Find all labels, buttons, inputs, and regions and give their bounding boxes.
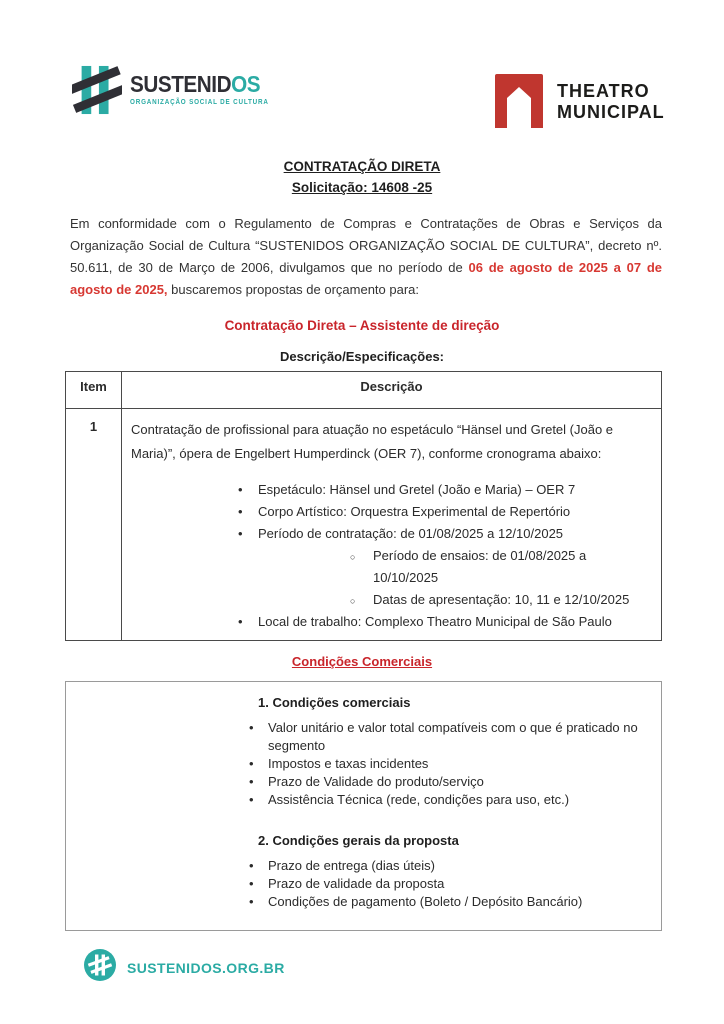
hash-icon bbox=[72, 63, 122, 122]
document-title-line1: CONTRATAÇÃO DIRETA bbox=[283, 159, 441, 174]
list-item: • Prazo de validade da proposta bbox=[268, 875, 654, 893]
list-item-sub: ○ Período de ensaios: de 01/08/2025 a 10/10/2025 bbox=[373, 545, 653, 589]
footer bbox=[84, 949, 285, 986]
row-description-paragraph: Contratação de profissional para atuação no espetáculo “Hänsel und Gretel (João e Maria)”, ópera de Engelbert Humperdinck (OER 7), conforme cronograma abaixo: bbox=[131, 422, 614, 461]
list-item: • Espetáculo: Hänsel und Gretel (João e Maria) – OER 7 bbox=[258, 479, 653, 501]
spec-table-header-item: Item bbox=[80, 379, 107, 394]
sustenidos-logo bbox=[72, 63, 284, 122]
spec-table-row-item-number: 1 bbox=[89, 419, 98, 434]
arch-icon bbox=[491, 72, 547, 135]
list-item: • Assistência Técnica (rede, condições para uso, etc.) bbox=[268, 791, 654, 809]
intro-part1: Em conformidade com o Regulamento de Compras e Contratações de Obras e Serviços da Organização Social de Cultura “SUSTENIDOS ORGANIZAÇÃO SOCIAL DE CULTURA”, decreto nº. 50.611, de 30 de Março de 2006, divulgamos que no período de bbox=[70, 216, 662, 275]
list-item: • Período de contratação: de 01/08/2025 a 12/10/2025 bbox=[258, 523, 653, 545]
commercial-group2-heading: 2. Condições gerais da proposta bbox=[258, 833, 459, 848]
sustenidos-logo-tagline: ORGANIZAÇÃO SOCIAL DE CULTURA bbox=[130, 99, 269, 106]
intro-part2: buscaremos propostas de orçamento para: bbox=[167, 282, 420, 297]
commercial-conditions-box bbox=[65, 681, 662, 931]
commercial-group1-heading: 1. Condições comerciais bbox=[258, 695, 411, 710]
sustenidos-logo-text bbox=[130, 72, 269, 106]
list-item: • Prazo de entrega (dias úteis) bbox=[268, 857, 654, 875]
section-title: Contratação Direta – Assistente de direção bbox=[224, 318, 500, 333]
spec-label: Descrição/Especificações: bbox=[279, 349, 445, 364]
spec-table bbox=[65, 371, 662, 641]
footer-site-link[interactable]: SUSTENIDOS.ORG.BR bbox=[127, 959, 285, 976]
theatro-municipal-logo bbox=[491, 72, 665, 135]
list-item: • Valor unitário e valor total compatíveis com o que é praticado no segmento bbox=[268, 719, 654, 755]
row-description-bullet-list bbox=[131, 479, 653, 633]
intro-date-highlight: 06 de agosto de 2025 a 07 de agosto de 2025, bbox=[70, 260, 662, 297]
sustenidos-logo-name: SUSTENIDOS bbox=[130, 71, 261, 97]
commercial-group1-list bbox=[66, 719, 661, 809]
list-item: • Corpo Artístico: Orquestra Experimental de Repertório bbox=[258, 501, 653, 523]
list-item: • Local de trabalho: Complexo Theatro Municipal de São Paulo bbox=[258, 611, 653, 633]
list-item: • Impostos e taxas incidentes bbox=[268, 755, 654, 773]
list-item-sub: ○ Datas de apresentação: 10, 11 e 12/10/2025 bbox=[373, 589, 653, 611]
document-title-line2: Solicitação: 14608 -25 bbox=[291, 180, 433, 195]
spec-table-header-description: Descrição bbox=[360, 379, 423, 394]
document-title bbox=[0, 156, 724, 198]
commercial-conditions-title: Condições Comerciais bbox=[291, 654, 433, 669]
intro-paragraph bbox=[70, 213, 662, 301]
list-item: • Condições de pagamento (Boleto / Depósito Bancário) bbox=[268, 893, 654, 911]
commercial-group2-list bbox=[66, 857, 661, 911]
spec-table-header-row bbox=[66, 372, 661, 409]
spec-table-row-description-cell bbox=[122, 409, 661, 640]
list-item: • Prazo de Validade do produto/serviço bbox=[268, 773, 654, 791]
hash-circle-icon bbox=[84, 949, 116, 986]
theatro-municipal-logo-text: THEATRO MUNICIPAL bbox=[557, 81, 665, 122]
